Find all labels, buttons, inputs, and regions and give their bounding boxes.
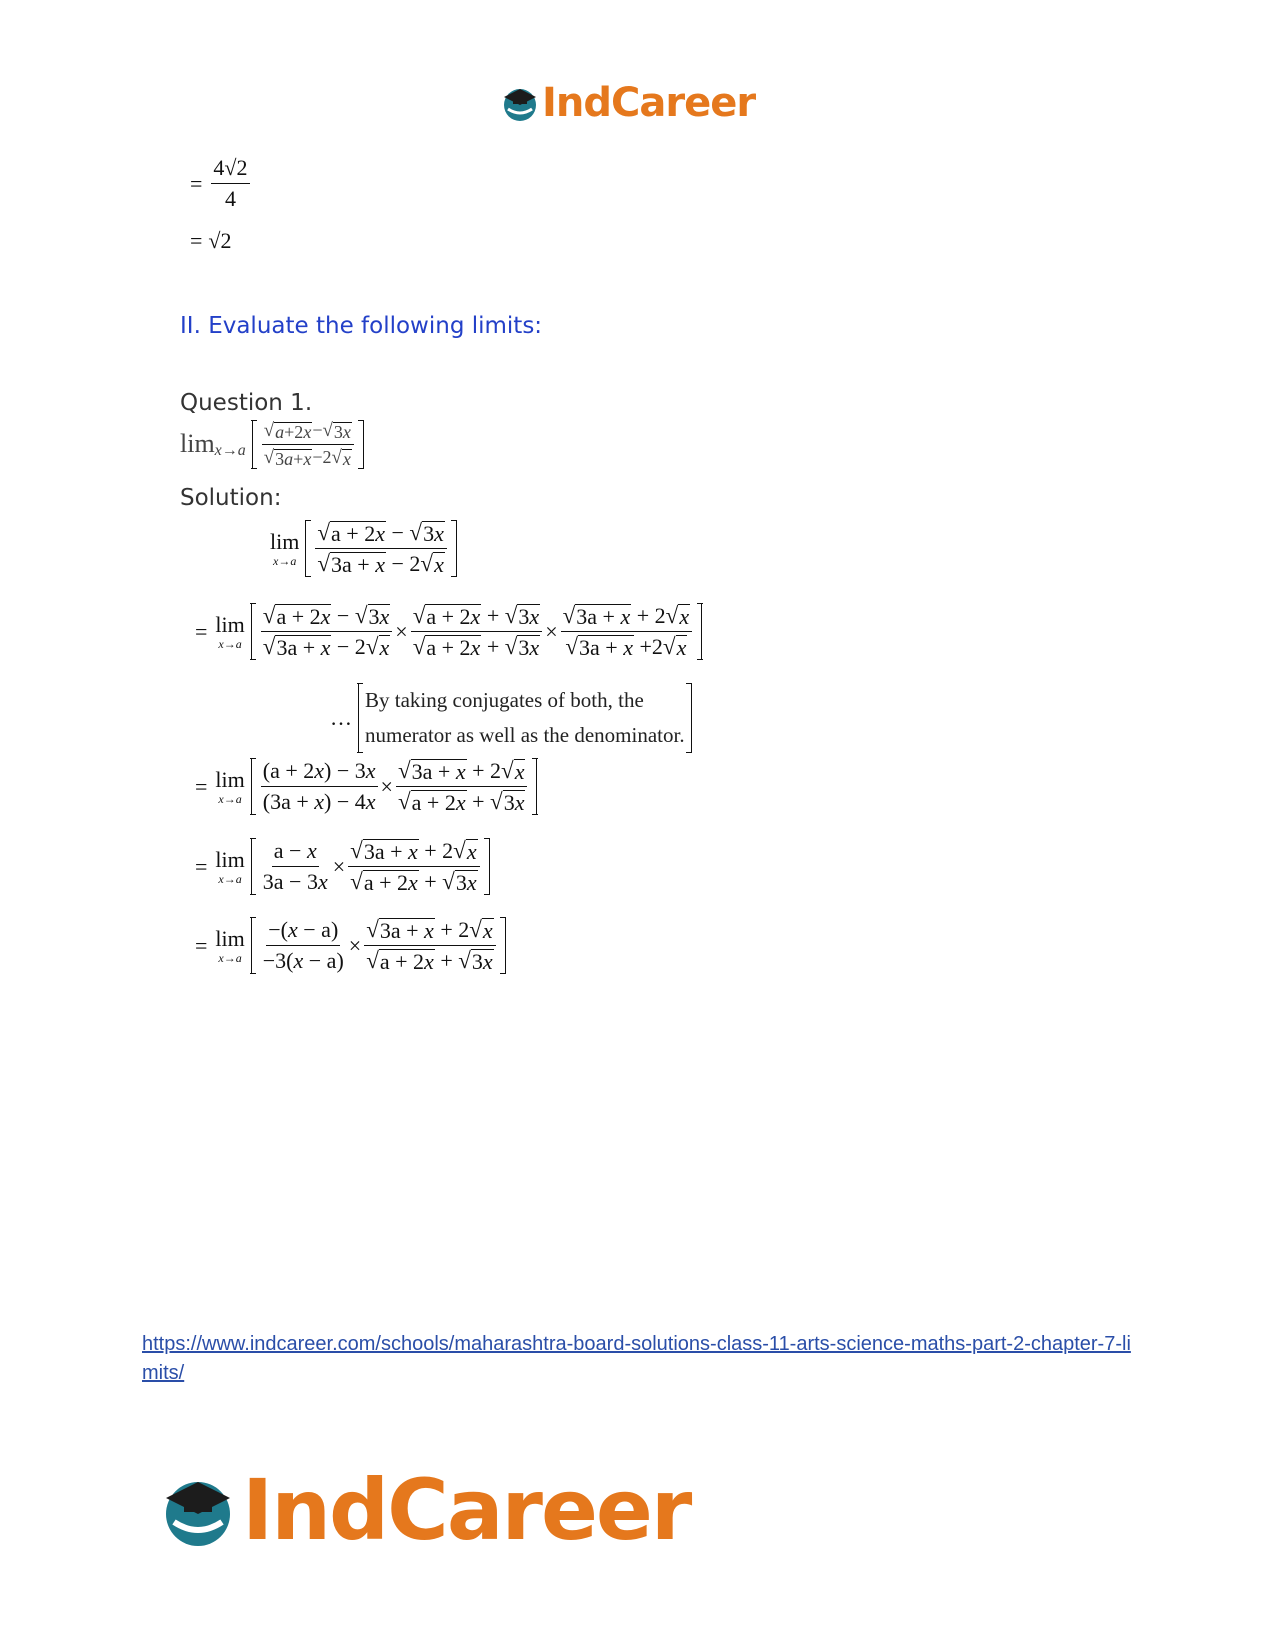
footer-logo [158, 1461, 691, 1559]
prev-result-numerator: 4√2 [211, 155, 249, 184]
question-label: Question 1. [180, 390, 313, 416]
footer-source-link[interactable]: https://www.indcareer.com/schools/maharashtra-board-solutions-class-11-arts-science-maths-part-2-chapter-7-limits/ [142, 1333, 1131, 1384]
graduation-cap-globe-icon [500, 83, 540, 123]
solution-step-4: = lim x→a $\frac{-(x - a)}{-3(x - a)}$ × √ 3a + x + 2 √ x √ a + 2x + √ 3x [195, 917, 506, 974]
prev-result-line1: = $\frac{4√2}{4}$ [190, 155, 248, 211]
conjugate-note: … By taking conjugates of both, the numerator as well as the denominator. [330, 683, 692, 753]
solution-step-2: = lim x→a $\frac{(a + 2x) - 3x}{(3a + x) - 4x}$ × √ 3a + x + 2 √ x √ a + 2x + √ 3x [195, 758, 537, 815]
prev-result-final: √2 [208, 228, 232, 253]
solution-step-3: = lim x→a $\frac{a - x}{3a - 3x}$ × √ 3a + x + 2 √ x √ a + 2x + √ 3x [195, 838, 490, 895]
note-line-1: By taking conjugates of both, the [365, 688, 644, 712]
solution-label: Solution: [180, 485, 282, 511]
note-line-2: numerator as well as the denominator. [365, 723, 685, 747]
header-logo-text: IndCareer [542, 80, 756, 126]
section-heading: II. Evaluate the following limits: [180, 313, 543, 339]
prev-result-denominator: 4 [224, 186, 236, 211]
graduation-cap-globe-icon [158, 1470, 238, 1550]
footer-logo-text: IndCareer [242, 1461, 691, 1559]
solution-step-1: = lim x→a √ a + 2x − √ 3x √ 3a + x − 2 √ x × √ a + 2x + √ 3x √ a + 2x + √ 3x × √ 3a + x + 2 √ x √ 3a + x +2 √ x [195, 603, 702, 660]
prev-result-line2: = √2 [190, 228, 232, 253]
header-logo [500, 78, 755, 128]
question-expression: lim x→a √ a+2x − √ 3x √ 3a+x −2 √ x [180, 420, 364, 469]
solution-step-0: lim x→a √ a + 2x − √ 3x √ 3a + x − 2 √ x [268, 520, 457, 577]
